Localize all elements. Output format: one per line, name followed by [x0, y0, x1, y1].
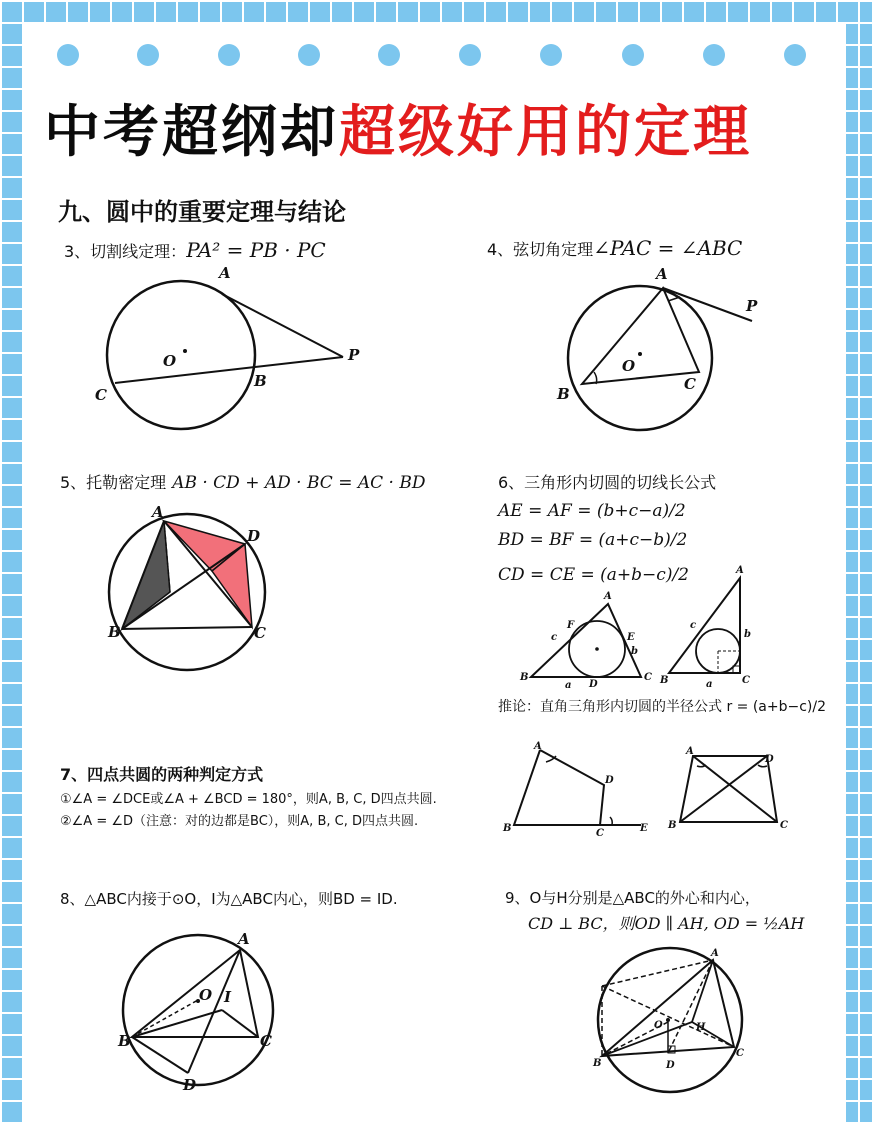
label-I: I: [224, 988, 232, 1006]
binder-hole: [622, 44, 644, 66]
binder-hole: [57, 44, 79, 66]
item5-formula: AB · CD + AD · BC = AC · BD: [172, 473, 426, 493]
label-b: b: [744, 629, 751, 640]
page-title: [44, 88, 752, 168]
binder-hole: [784, 44, 806, 66]
title-red: 超级好用的定理: [339, 100, 752, 165]
label-E: E: [627, 632, 635, 643]
item3-title: 3、切割线定理：: [64, 242, 187, 261]
label-A: A: [534, 741, 542, 752]
item5-label: [60, 470, 425, 493]
label-b: b: [631, 646, 638, 657]
label-a: a: [565, 680, 572, 691]
item9-line2: CD ⊥ BC，则OD ∥ AH, OD = ½AH: [528, 914, 805, 933]
label-O: O: [654, 1020, 663, 1031]
item3-formula: PA² = PB · PC: [186, 238, 326, 262]
label-D: D: [765, 754, 774, 765]
item6-formula-1: AE = AF = (b+c−a)/2: [498, 501, 686, 521]
item4-label: [487, 236, 742, 260]
label-B: B: [503, 823, 512, 834]
label-B: B: [660, 675, 669, 686]
item6-corollary: 推论：直角三角形内切圆的半径公式 r = (a+b−c)/2: [498, 699, 827, 715]
section-heading: 九、圆中的重要定理与结论: [58, 198, 346, 226]
label-A: A: [711, 948, 719, 959]
label-B: B: [557, 385, 570, 403]
label-B: B: [520, 672, 529, 683]
label-A: A: [604, 591, 612, 602]
label-D: D: [589, 679, 598, 690]
label-D: D: [666, 1060, 675, 1071]
binder-hole: [298, 44, 320, 66]
item9-line1: 9、O与H分别是△ABC的外心和内心，: [505, 889, 760, 907]
label-C: C: [95, 386, 107, 404]
item7-label: 7、四点共圆的两种判定方式: [60, 765, 264, 784]
label-A: A: [686, 746, 694, 757]
label-D: D: [247, 527, 261, 545]
label-C: C: [254, 624, 266, 642]
title-black: 中考超纲却: [44, 100, 339, 165]
item4-formula: ∠PAC = ∠ABC: [593, 236, 743, 260]
label-P: P: [746, 297, 758, 315]
label-D: D: [605, 775, 614, 786]
label-B: B: [593, 1058, 602, 1069]
label-C: C: [742, 675, 750, 686]
item7-criterion-1: ①∠A = ∠DCE或∠A + ∠BCD = 180°，则A, B, C, D四点共圆.: [60, 792, 437, 807]
label-E: E: [640, 823, 648, 834]
label-A: A: [238, 930, 250, 948]
label-H: H: [696, 1022, 706, 1033]
item3-label: [64, 238, 326, 262]
label-A: A: [152, 503, 164, 521]
label-B: B: [118, 1032, 131, 1050]
label-C: C: [684, 375, 696, 393]
item6-formula-2: BD = BF = (a+c−b)/2: [498, 530, 688, 550]
label-O: O: [163, 352, 177, 370]
binder-hole: [137, 44, 159, 66]
binder-hole: [218, 44, 240, 66]
label-c: c: [551, 632, 558, 643]
label-C: C: [780, 820, 788, 831]
label-C: C: [644, 672, 652, 683]
label-F: F: [567, 620, 575, 631]
item7-criterion-2: ②∠A = ∠D（注意：对的边都是BC），则A, B, C, D四点共圆.: [60, 814, 419, 829]
label-B: B: [254, 372, 267, 390]
binder-hole: [703, 44, 725, 66]
label-O: O: [199, 986, 213, 1004]
binder-hole: [459, 44, 481, 66]
label-A: A: [736, 565, 744, 576]
item5-title: 5、托勒密定理: [60, 473, 167, 492]
label-D: D: [183, 1076, 197, 1094]
label-a: a: [706, 679, 713, 690]
label-C: C: [736, 1048, 744, 1059]
label-B: B: [668, 820, 677, 831]
label-B: B: [108, 623, 121, 641]
label-c: c: [690, 620, 697, 631]
item6-label: 6、三角形内切圆的切线长公式: [498, 473, 717, 492]
label-P: P: [348, 346, 360, 364]
binder-hole: [540, 44, 562, 66]
label-C: C: [596, 828, 604, 839]
item8-label: 8、△ABC内接于⊙O，I为△ABC内心，则BD = ID.: [60, 890, 398, 908]
item6-formula-3: CD = CE = (a+b−c)/2: [498, 565, 689, 585]
label-C: C: [260, 1032, 272, 1050]
binder-hole: [378, 44, 400, 66]
item4-title: 4、弦切角定理: [487, 240, 594, 259]
label-O: O: [622, 357, 636, 375]
label-A: A: [219, 264, 231, 282]
label-A: A: [656, 265, 668, 283]
